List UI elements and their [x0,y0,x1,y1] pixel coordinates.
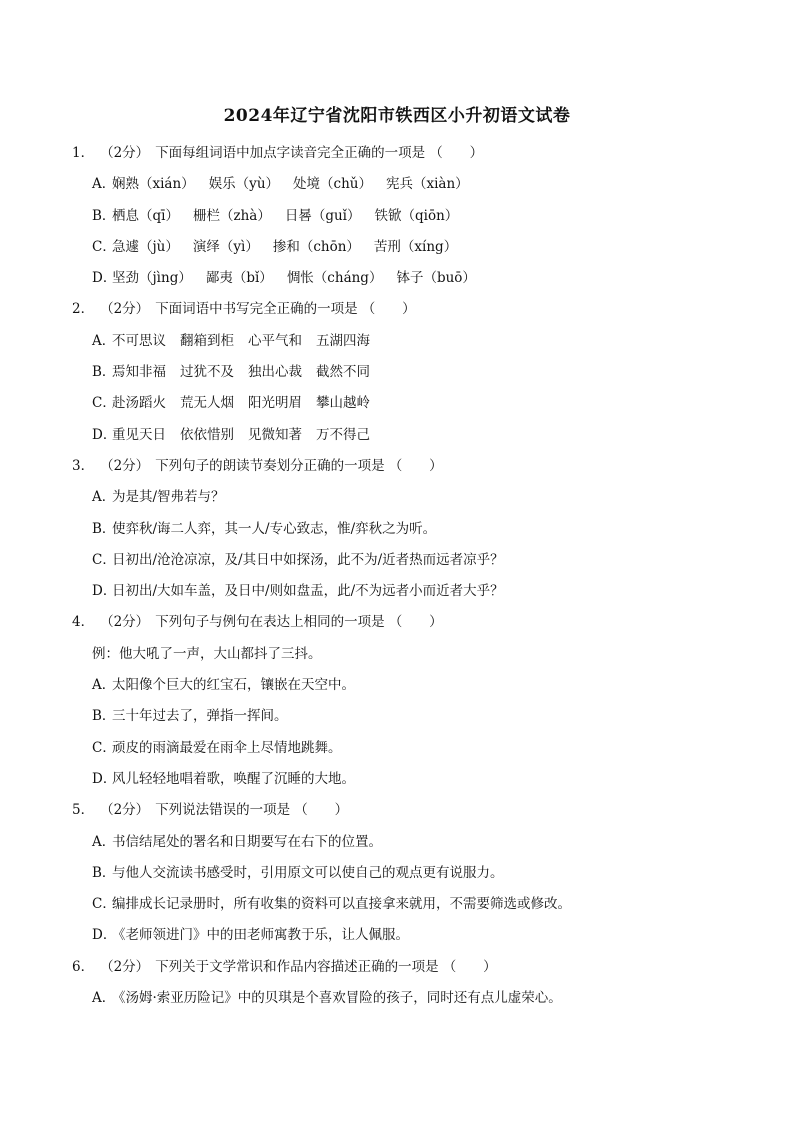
option-content [112,489,225,505]
option-content [112,740,342,756]
option-a [72,169,752,200]
question-number: 2． [72,301,95,318]
option-letter: B． [92,520,116,537]
option-content [112,990,562,1006]
answer-bracket: （ ） [294,802,349,819]
option-content [112,270,476,286]
question-score: （2分） [100,145,150,161]
option-item: 栅栏（zhà） [192,207,271,224]
option-c [72,889,752,920]
option-item: 日初出/大如车盖，及日中/则如盘盂，此/不为远者小而近者大乎？ [112,583,504,600]
option-a [72,482,752,513]
option-d [72,764,752,795]
option-content [112,521,436,537]
answer-bracket: （ ） [388,614,443,631]
option-item: 宪兵（xiàn） [385,176,469,193]
option-letter: C． [92,896,116,913]
option-item: 截然不同 [316,364,370,381]
option-content [112,708,288,724]
option-content [112,364,370,380]
option-content [112,208,458,224]
option-d [72,420,752,451]
option-c [72,545,752,576]
question-4 [72,607,752,795]
option-a [72,670,752,701]
option-d [72,576,752,607]
exam-title: 2024年辽宁省沈阳市铁西区小升初语文试卷 [223,106,571,126]
option-item: 娱乐（yù） [208,176,280,193]
option-letter: C． [92,739,116,756]
question-text: 下面每组词语中加点字读音完全正确的一项是 [155,145,426,161]
question-5 [72,795,752,951]
option-b [72,357,752,388]
option-item: 掺和（chōn） [272,238,360,255]
option-letter: C． [92,551,116,568]
option-letter: B． [92,864,116,881]
option-letter: B． [92,708,116,725]
option-content [112,896,571,912]
example-sentence: 例：他大吼了一声，大山都抖了三抖。 [92,645,322,662]
question-3 [72,451,752,607]
option-item: 重见天日 [112,426,166,443]
option-b [72,201,752,232]
option-item: 翻箱到柜 [180,332,234,349]
question-stem [72,607,752,638]
question-text: 下列句子与例句在表达上相同的一项是 [155,614,385,631]
question-score: （2分） [100,802,150,819]
option-item: 顽皮的雨滴最爱在雨伞上尽情地跳舞。 [112,739,342,756]
option-item: 栖息（qī） [112,207,179,224]
option-item: 焉知非福 [112,364,166,381]
option-content [112,333,370,349]
option-item: 娴熟（xián） [112,176,195,193]
question-stem [72,952,752,983]
option-content [112,239,457,255]
option-item: 荒无人烟 [180,395,234,412]
option-item: 依依惜别 [180,426,234,443]
option-c [72,388,752,419]
option-item: 苦刑（xíng） [373,238,458,255]
question-number: 4． [72,614,95,631]
option-a [72,827,752,858]
option-letter: D． [92,770,117,787]
option-b [72,858,752,889]
option-item: 处境（chǔ） [293,176,372,193]
option-item: 编排成长记录册时，所有收集的资料可以直接拿来就用，不需要筛选或修改。 [112,896,571,913]
question-number: 6． [72,958,95,975]
option-content [112,552,504,568]
question-text: 下列句子的朗读节奏划分正确的一项是 [155,457,385,474]
option-b [72,701,752,732]
option-letter: A． [92,833,116,850]
option-letter: D． [92,270,117,287]
option-content [112,395,370,411]
option-item: 急遽（jù） [112,238,179,255]
option-item: 赴汤蹈火 [112,395,166,412]
option-d [72,920,752,951]
option-item: 独出心裁 [248,364,302,381]
option-item: 书信结尾处的署名和日期要写在右下的位置。 [112,833,382,850]
question-score: （2分） [100,457,150,474]
option-item: 《老师领进门》中的田老师寓教于乐，让人佩服。 [112,927,409,944]
question-stem [72,795,752,826]
question-text: 下列说法错误的一项是 [155,802,291,819]
option-item: 三十年过去了，弹指一挥间。 [112,708,288,725]
option-item: 太阳像个巨大的红宝石，镶嵌在天空中。 [112,677,355,694]
option-content [112,677,355,693]
option-item: 铁锨（qiōn） [374,207,459,224]
option-item: 五湖四海 [316,332,370,349]
option-letter: D． [92,583,117,600]
option-item: 日初出/沧沧凉凉，及/其日中如探汤，此不为/近者热而远者凉乎？ [112,551,504,568]
option-content [112,583,504,599]
answer-bracket: （ ） [429,145,484,161]
option-item: 风儿轻轻地唱着歌，唤醒了沉睡的大地。 [112,770,355,787]
option-letter: D． [92,426,117,443]
option-item: 攀山越岭 [316,395,370,412]
option-letter: C． [92,395,116,412]
question-2 [72,294,752,450]
option-a [72,983,752,1014]
option-item: 过犹不及 [180,364,234,381]
question-stem [72,451,752,482]
option-item: 坚劲（jìng） [112,270,192,287]
option-item: 为是其/智弗若与？ [112,489,225,506]
option-content [112,427,370,443]
option-item: 演绎（yì） [192,238,259,255]
option-d [72,263,752,294]
question-number: 3． [72,457,95,474]
option-item: 心平气和 [248,332,302,349]
option-letter: A． [92,990,116,1007]
option-b [72,514,752,545]
answer-bracket: （ ） [442,958,497,975]
option-content [112,927,409,943]
answer-bracket: （ ） [388,457,443,474]
option-letter: D． [92,927,117,944]
option-item: 《汤姆·索亚历险记》中的贝琪是个喜欢冒险的孩子，同时还有点儿虚荣心。 [112,990,562,1007]
option-letter: A． [92,489,116,506]
question-1 [72,138,752,294]
option-a [72,326,752,357]
option-item: 阳光明眉 [248,395,302,412]
option-item: 日晷（guǐ） [284,207,361,224]
option-content [112,865,504,881]
option-letter: A． [92,332,116,349]
option-item: 使弈秋/诲二人弈，其一人/专心致志，惟/弈秋之为听。 [112,520,437,537]
answer-bracket: （ ） [361,301,416,318]
question-6 [72,952,752,1015]
option-item: 见微知著 [248,426,302,443]
option-letter: A． [92,677,116,694]
option-item: 鄙夷（bǐ） [205,270,273,287]
option-content [112,176,469,192]
question-text: 下面词语中书写完全正确的一项是 [155,301,358,318]
option-letter: A． [92,176,116,193]
question-stem [72,138,752,169]
option-item: 不可思议 [112,332,166,349]
question-score: （2分） [100,301,150,318]
option-letter: B． [92,364,116,381]
option-item: 万不得己 [316,426,370,443]
question-score: （2分） [100,614,150,631]
option-content [112,771,355,787]
option-letter: C． [92,238,116,255]
option-item: 与他人交流读书感受时，引用原文可以使自己的观点更有说服力。 [112,864,504,881]
option-content [112,834,382,850]
question-stem [72,294,752,325]
option-item: 惆怅（cháng） [286,270,383,287]
option-letter: B． [92,207,116,224]
question-number: 5． [72,802,95,819]
option-c [72,733,752,764]
question-score: （2分） [100,958,150,975]
question-text: 下列关于文学常识和作品内容描述正确的一项是 [155,958,439,975]
option-item: 钵子（buō） [396,270,476,287]
question-number: 1． [72,145,95,161]
question-list [72,138,752,1014]
option-c [72,232,752,263]
